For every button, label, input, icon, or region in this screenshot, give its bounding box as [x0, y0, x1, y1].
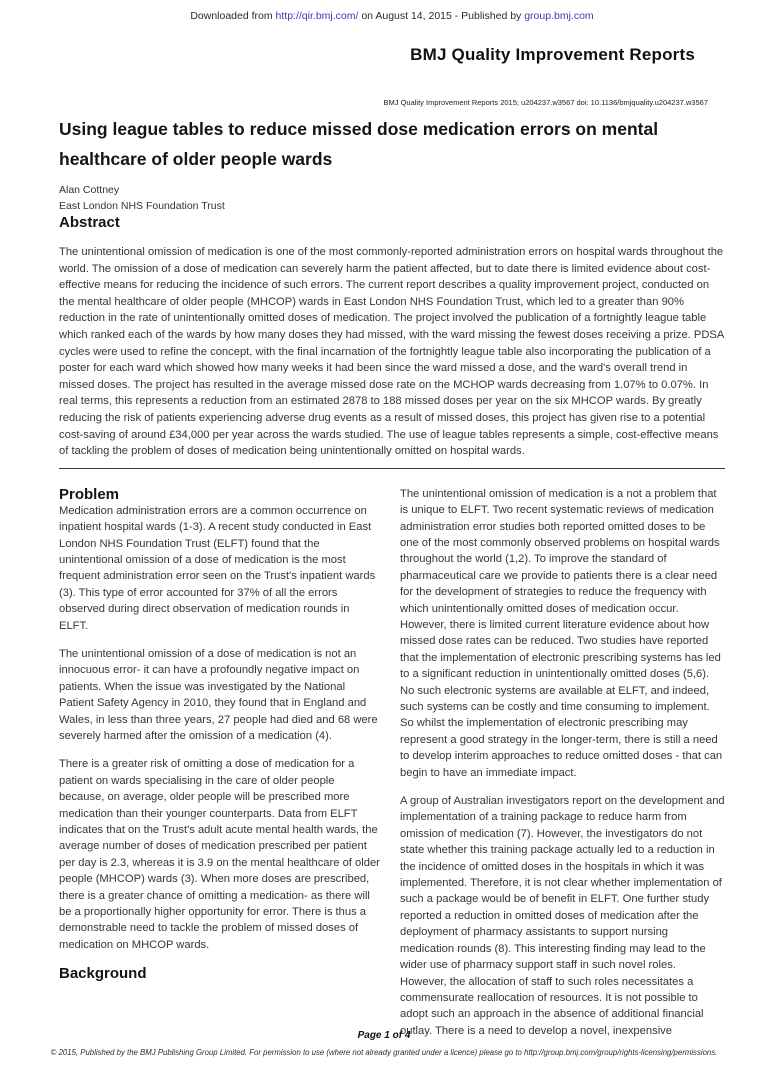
right-column: [400, 486, 725, 1051]
page-footer: [0, 1030, 768, 1057]
abstract-text: The unintentional omission of medication is one of the most commonly-reported administration errors on hospital wards throughout the world. The omission of a dose of medication can severely harm the patient affected, but to date there is limited evidence about cost-effective means for reducing the incidence of such errors. The current report describes a quality improvement project, conducted on the mental healthcare of older people (MHCOP) wards in East London NHS Foundation Trust, which led to a greater than 90% reduction in the rate of unintentionally omitted doses of medication. The project involved the publication of a fortnightly league table which ranked each of the wards by how many doses they had missed, with the ward missing the fewest doses receiving a prize. PDSA cycles were used to refine the concept, with the final incarnation of the fortnightly league table also incorporating the publication of a poster for each ward which showed how many weeks it had been since the ward missed a dose, and the ward's overall trend in missed doses. The project has resulted in the average missed dose rate on the MCHOP wards decreasing from 1.07% to 0.07%. In real terms, this represents a reduction from an estimated 2878 to 188 missed doses per year on the six MHCOP wards. By greatly reducing the risk of patients experiencing adverse drug events as a result of missed doses, this project has given rise to a potential cost-saving of around £34,000 per year across the wards studied. The use of league tables represents a simple, cost-effective means of tackling the problem of doses of medication being unintentionally omitted on hospital wards.: [59, 246, 724, 458]
article-title: Using league tables to reduce missed dose medication errors on mental healthcare of older people wards: [59, 119, 659, 169]
body-paragraph: A group of Australian investigators report on the development and implementation of a training package to reduce harm from omission of medication (7). However, the investigators do not state whether this training package actually led to a reduction in the incidence of omitted doses in the hospitals in which it was implemented. Therefore, it is not clear whether implementation of such a package would be of benefit in ELFT. One further study reported a reduction in omitted doses of medication after the deployment of pharmacy assistants to support nursing medication rounds (8). This interesting finding may lead to the wider use of pharmacy support staff in such novel roles. However, the allocation of staff to such roles necessitates a commensurate reallocation of resources. It is not possible to adopt such an approach in the absence of additional financial outlay. There is a need to develop a novel, inexpensive: [400, 795, 725, 1037]
author-name: Alan Cottney: [59, 184, 120, 196]
background-heading: Background: [59, 965, 147, 983]
group-bmj-link[interactable]: group.bmj.com: [524, 10, 594, 22]
journal-masthead: BMJ Quality Improvement Reports: [410, 45, 695, 64]
abstract-heading: Abstract: [59, 214, 120, 231]
page-number-label: Page 1 of 4: [357, 1030, 411, 1041]
body-paragraph: The unintentional omission of medication is a not a problem that is unique to ELFT. Two recent systematic reviews of medication administration error studies both reported omitted doses to be one of the most commonly observed problems on hospital wards throughout the world (1,2). To improve the standard of pharmaceutical care we provide to patients there is a clear need for the development of strategies to reduce the frequency with which unintentionally omitted doses of medication occur. However, there is limited current literature evidence about how missed dose rates can be reduced. Two studies have reported that the implementation of electronic prescribing systems has led to a significant reduction in unintentionally omitted doses (5,6). No such electronic systems are available at ELFT, and indeed, such systems can be costly and time consuming to implement. So whilst the implementation of electronic prescribing may represent a good strategy in the longer-term, there is still a need to develop interim approaches to reduce omitted doses - that can begin to have an immediate impact.: [400, 487, 723, 779]
download-banner: [59, 0, 725, 22]
download-middle: on August 14, 2015 - Published by: [358, 10, 525, 22]
citation-line: BMJ Quality Improvement Reports 2015; u204237.w3567 doi: 10.1136/bmjquality.u204237.w3567: [383, 98, 708, 107]
section-divider: [59, 468, 725, 469]
qir-bmj-link[interactable]: http://qir.bmj.com/: [275, 10, 359, 22]
copyright-line: © 2015, Published by the BMJ Publishing Group Limited. For permission to use (where not already granted under a licence) please go to http://group.bmj.com/group/rights-licensing/permissions.: [50, 1048, 718, 1057]
download-prefix: Downloaded from: [190, 10, 276, 22]
byline: [59, 183, 725, 214]
two-column-body: [59, 486, 725, 1051]
author-affiliation: East London NHS Foundation Trust: [59, 199, 225, 212]
problem-paragraph: Medication administration errors are a common occurrence on inpatient hospital wards (1-3). A recent study conducted in East London NHS Foundation Trust (ELFT) found that the unintentional omission of a dose of medication is the most frequent administration error seen on the Trust's inpatient wards (3). This type of error accounted for 37% of all the errors observed during direct observation of medication rounds in ELFT.: [59, 504, 376, 632]
left-column: [59, 486, 381, 1051]
problem-paragraph: The unintentional omission of a dose of medication is not an innocuous error- it can have a profoundly negative impact on patients. When the issue was investigated by the National Patient Safety Agency in 2010, they found that in England and Wales, in less than three years, 27 people had died and 68 were severely harmed after the omission of a medication (4).: [59, 647, 378, 742]
problem-heading: Problem: [59, 485, 120, 503]
problem-paragraph: There is a greater risk of omitting a dose of medication for a patient on wards specialising in the care of older people because, on average, older people will be prescribed more medication than their younger counterparts. Data from ELFT indicates that on the Trust's adult acute mental health wards, the average number of doses of medication prescribed per patient per day is 2.3, whereas it is 3.9 on the mental healthcare of older people (MHCOP) wards (3). When more doses are prescribed, there is a greater chance of omitting a medication- as there will be a proportionally higher opportunity for error. There is thus a demonstrable need to tackle the problem of missed doses of medication on MHCOP wards.: [59, 758, 380, 951]
